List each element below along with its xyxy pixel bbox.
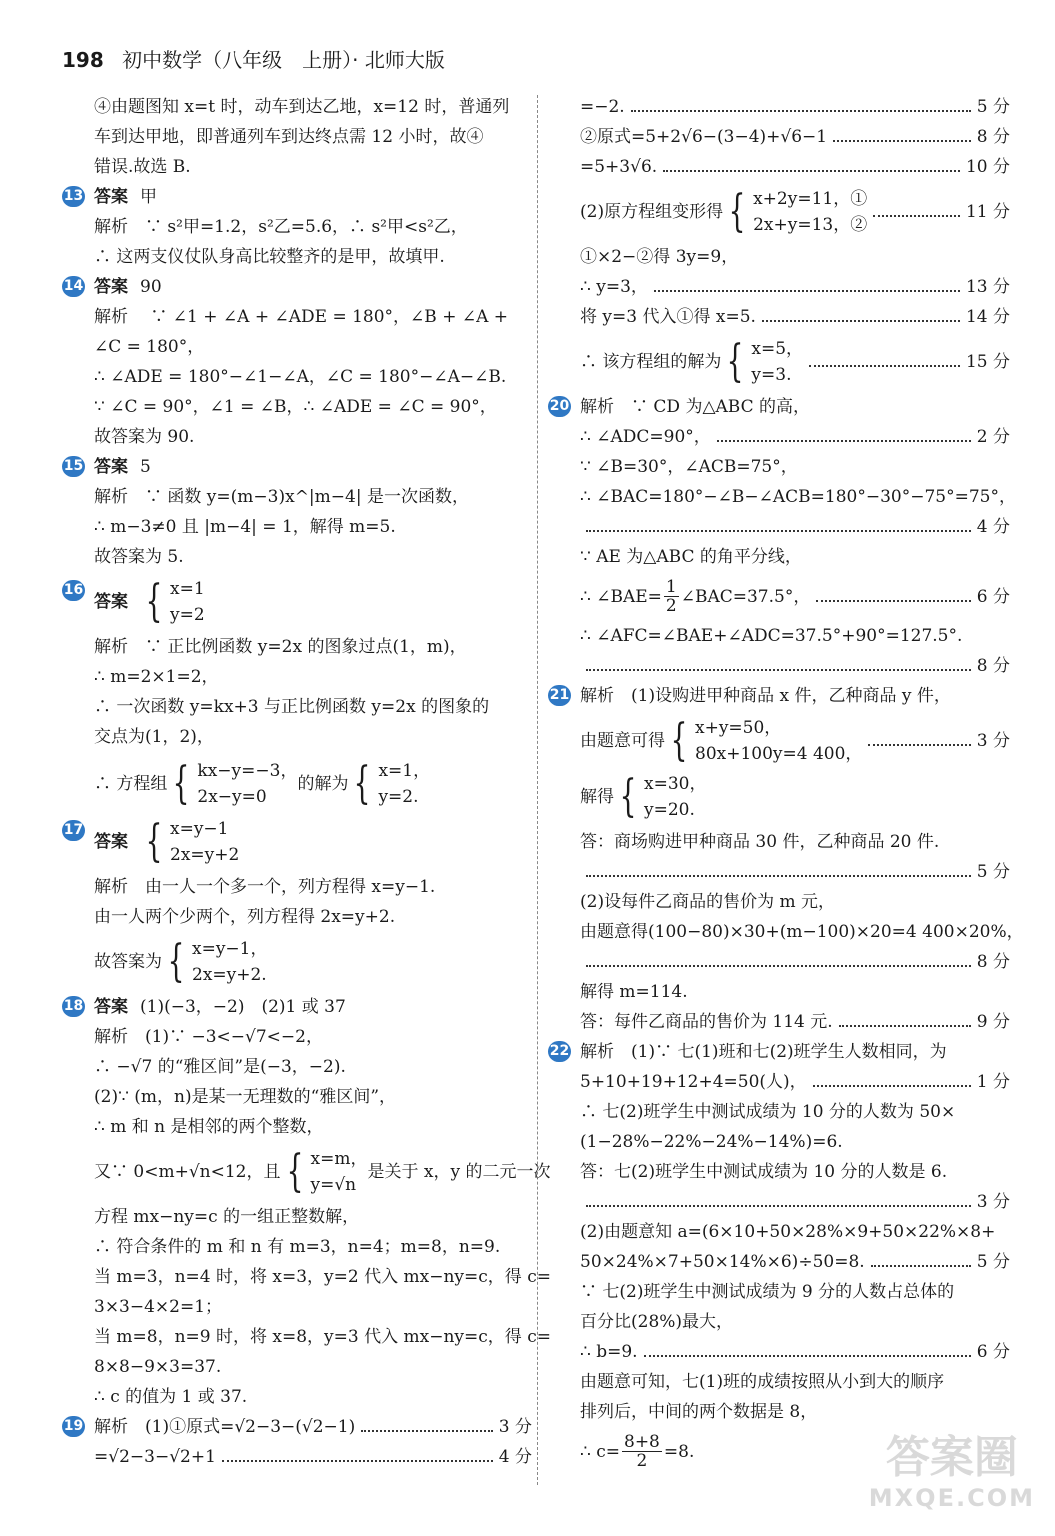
text: 又∵ 0<m+√n<12，且	[94, 1162, 281, 1182]
step-text: 5+10+19+12+4=50(人)，	[580, 1072, 807, 1092]
final-line	[94, 758, 532, 810]
answer-value: 甲	[140, 187, 157, 207]
explanation-line: 故答案为 5.	[94, 547, 184, 567]
system-line: 2x=y+2.	[192, 965, 267, 985]
system-lines	[197, 758, 297, 810]
equation-system	[348, 758, 430, 810]
explanation-line: (2)∵ (m，n)是某一无理数的“雅区间”，	[94, 1087, 397, 1107]
dot-leader	[839, 1025, 971, 1027]
score-points: 9 分	[976, 1012, 1010, 1032]
score-points: 6 分	[976, 1342, 1010, 1362]
answer-value: 5	[140, 457, 151, 477]
system-lines	[378, 758, 430, 810]
score-points: 8 分	[976, 952, 1010, 972]
system-line: x=5，	[751, 339, 804, 359]
explanation-line: 由一人两个少两个，列方程得 2x=y+2.	[94, 907, 396, 927]
numerator: 1	[665, 577, 677, 597]
score-points: 3 分	[976, 731, 1010, 751]
text: 的解为	[297, 774, 349, 794]
explanation-line: 8×8−9×3=37.	[94, 1357, 222, 1377]
system-line: kx−y=−3，	[197, 761, 298, 781]
explanation-line: ∴ 这两支仪仗队身高比较整齐的是甲，故填甲.	[94, 247, 445, 267]
explanation-line: ∴ c 的值为 1 或 37.	[94, 1387, 248, 1407]
question-number-badge: 16	[62, 580, 85, 601]
explanation-line: 解析 ∵ 正比例函数 y=2x 的图象过点(1，m)，	[94, 637, 467, 657]
solution-step	[580, 1247, 1010, 1277]
solution-step	[580, 947, 1010, 977]
system-line: x+2y=11，①	[753, 189, 868, 209]
equation-system	[162, 936, 268, 988]
answer-line	[94, 992, 532, 1022]
equation-system	[721, 336, 803, 388]
step-text: =√2−3−√2+1	[94, 1447, 216, 1467]
system-line: x=y−1	[170, 819, 229, 839]
system-lines	[695, 715, 862, 767]
system-lines	[311, 1146, 368, 1198]
score-points: 4 分	[498, 1447, 532, 1467]
explanation-line: 解析 由一人一个多一个，列方程得 x=y−1.	[94, 877, 436, 897]
q19-block	[63, 1412, 532, 1472]
step-text: 排列后，中间的两个数据是 8，	[580, 1402, 818, 1422]
answer-line	[94, 182, 532, 212]
step-text: =−2.	[580, 97, 625, 117]
solution-step	[580, 1007, 1010, 1037]
system-step	[580, 771, 1010, 823]
dot-leader	[809, 365, 960, 367]
brace-symbol: {	[728, 186, 746, 237]
solution-step	[580, 1367, 1010, 1397]
q21-block	[549, 681, 1024, 1037]
solution-step	[580, 1397, 1010, 1427]
step-text: 解析 (1)∵ 七(1)班和七(2)班学生人数相同，为	[580, 1042, 947, 1062]
step-text: 50×24%×7+50×14%×6)÷50=8.	[580, 1252, 865, 1272]
page-header	[62, 44, 445, 73]
text: 由题意可得	[580, 731, 665, 751]
equation-system	[140, 816, 239, 868]
brace-symbol: {	[286, 1146, 303, 1197]
equation-system	[140, 576, 205, 628]
score-points: 4 分	[976, 517, 1010, 537]
answer-line	[94, 576, 532, 628]
explanation-line: 3×3−4×2=1；	[94, 1297, 223, 1317]
explanation-line: ∴ ∠ADE = 180°−∠1−∠A，∠C = 180°−∠A−∠B.	[94, 367, 507, 387]
brace-symbol: {	[173, 758, 190, 809]
text: 解得	[580, 787, 614, 807]
solution-step	[580, 272, 1010, 302]
step-text: ∵ AE 为△ABC 的角平分线，	[580, 547, 802, 567]
score-points: 5 分	[976, 1252, 1010, 1272]
solution-step	[580, 302, 1010, 332]
solution-step	[580, 827, 1010, 857]
step-text: 将 y=3 代入①得 x=5.	[580, 307, 756, 327]
question-number-badge: 20	[548, 396, 571, 417]
system-line: x=1	[170, 579, 205, 599]
step-text: ∵ 七(2)班学生中测试成绩为 9 分的人数占总体的	[580, 1282, 955, 1302]
text: ∴ ∠BAE=	[580, 586, 662, 607]
system-lines	[192, 936, 268, 988]
solution-step	[580, 1157, 1010, 1187]
dot-leader	[586, 669, 971, 671]
denominator: 2	[636, 1451, 648, 1471]
system-line: x=1，	[378, 761, 431, 781]
dot-leader	[762, 320, 960, 322]
solution-step	[580, 1337, 1010, 1367]
solution-step	[580, 512, 1010, 542]
dot-leader	[833, 140, 971, 142]
step-text: ∴ b=9.	[580, 1342, 638, 1362]
question-number-badge: 22	[548, 1041, 571, 1062]
q16-block	[63, 576, 532, 810]
dot-leader	[586, 1205, 971, 1207]
brace-symbol: {	[727, 336, 744, 387]
step-text: 答：每件乙商品的售价为 114 元.	[580, 1012, 833, 1032]
system-line: x=30，	[644, 774, 707, 794]
system-line: 2x−y=0	[197, 787, 267, 807]
solution-step	[580, 1037, 1010, 1067]
explanation-line: 解析 ∵ CD 为△ABC 的高，	[580, 397, 811, 417]
watermark-logo: 答案圈 MXQE.COM	[868, 1432, 1035, 1512]
system-line: y=2	[170, 605, 205, 625]
score-points: 11 分	[965, 202, 1010, 222]
score-points: 8 分	[976, 656, 1010, 676]
answer-line	[94, 452, 532, 482]
book-title: 初中数学（八年级 上册）· 北师大版	[122, 48, 445, 72]
equation-system	[614, 771, 706, 823]
q18-block	[63, 992, 551, 1412]
brace-symbol: {	[145, 816, 163, 867]
explanation-line: 解得 m=114.	[580, 982, 688, 1002]
brace-symbol: {	[167, 936, 185, 987]
explanation-line: 解析 ∵ s²甲=1.2，s²乙=5.6，∴ s²甲<s²乙，	[94, 217, 468, 237]
solution-step	[580, 1277, 1010, 1307]
system-step	[580, 715, 1010, 767]
score-points: 6 分	[976, 586, 1010, 607]
system-lines	[753, 186, 867, 238]
explanation-line: 由题意得(100−80)×30+(m−100)×20=4 400×20%，	[580, 922, 1024, 942]
dot-leader	[816, 600, 970, 602]
text: ∴ c=	[580, 1441, 620, 1462]
explanation-line: ∴ −√7 的“雅区间”是(−3，−2).	[94, 1057, 346, 1077]
brace-symbol: {	[354, 758, 371, 809]
solution-step	[580, 482, 1016, 512]
answer-label: 答案	[94, 457, 128, 477]
q14-block	[63, 272, 532, 452]
equation-system	[665, 715, 862, 767]
equation-system	[723, 186, 867, 238]
explanation-line: 解析 (1)设购进甲种商品 x 件，乙种商品 y 件，	[580, 686, 951, 706]
step-text: =5+3√6.	[580, 157, 658, 177]
explanation-line: 当 m=3，n=4 时，将 x=3，y=2 代入 mx−ny=c，得 c=	[94, 1267, 551, 1287]
explanation-line: ∴ m 和 n 是相邻的两个整数，	[94, 1117, 324, 1137]
fraction	[664, 578, 679, 615]
condition-line	[94, 1146, 551, 1198]
question-number-badge: 17	[62, 820, 85, 841]
solution-step	[580, 422, 1010, 452]
explanation-line: 故答案为 90.	[94, 427, 195, 447]
solution-step	[580, 1307, 1010, 1337]
step-text: 由题意可知，七(1)班的成绩按照从小到大的顺序	[580, 1372, 945, 1392]
system-step	[580, 336, 1010, 388]
score-points: 10 分	[965, 157, 1010, 177]
dot-leader	[644, 1355, 971, 1357]
explanation-line: ∵ ∠C = 90°，∠1 = ∠B，∴ ∠ADE = ∠C = 90°，	[94, 397, 497, 417]
text: (2)原方程组变形得	[580, 202, 724, 222]
solution-step	[580, 1187, 1010, 1217]
text: 故答案为	[94, 952, 162, 972]
step-text: ∴ 七(2)班学生中测试成绩为 10 分的人数为 50×	[580, 1102, 956, 1122]
step-text: ②原式=5+2√6−(3−4)+√6−1	[580, 127, 828, 147]
text: 是关于 x，y 的二元一次	[367, 1162, 551, 1182]
dot-leader	[586, 530, 971, 532]
answer-label: 答案	[94, 187, 128, 207]
answer-label: 答案	[94, 277, 128, 297]
left-column	[63, 92, 551, 1472]
system-lines	[751, 336, 803, 388]
score-points: 5 分	[976, 97, 1010, 117]
q17-block	[63, 816, 532, 988]
step-text: ∴ y=3，	[580, 277, 648, 297]
solution-step	[580, 122, 1010, 152]
score-points: 3 分	[498, 1417, 532, 1437]
explanation-line: 解析 (1)∵ −3<−√7<−2，	[94, 1027, 323, 1047]
system-line: 2x=y+2	[170, 845, 240, 865]
solution-step	[580, 621, 1010, 651]
system-line: y=2.	[378, 787, 419, 807]
system-line: 2x+y=13，②	[753, 215, 868, 235]
solution-step	[580, 1067, 1010, 1097]
explanation-line: 当 m=8，n=9 时，将 x=8，y=3 代入 mx−ny=c，得 c=	[94, 1327, 551, 1347]
system-line: y=20.	[644, 800, 695, 820]
answer-line	[94, 272, 532, 302]
solution-step	[580, 152, 1010, 182]
answer-label: 答案	[94, 592, 128, 612]
solution-step	[94, 1442, 532, 1472]
explanation-line: 方程 mx−ny=c 的一组正整数解，	[94, 1207, 360, 1227]
system-lines	[170, 576, 205, 628]
question-number-badge: 15	[62, 456, 85, 477]
equation-system	[281, 1146, 368, 1198]
solution-step	[580, 242, 1010, 272]
q22-block	[549, 1037, 1010, 1471]
q20-block	[549, 392, 1016, 681]
explanation-line: 解析 ∵ ∠1 + ∠A + ∠ADE = 180°，∠B + ∠A +	[94, 307, 509, 327]
explanation-line: ∴ m−3≠0 且 |m−4| = 1，解得 m=5.	[94, 517, 396, 537]
dot-leader	[868, 744, 970, 746]
answer-value: (1)(−3，−2) (2)1 或 37	[140, 997, 346, 1017]
system-line: x=m，	[310, 1149, 368, 1169]
explanation-line: ∴ 符合条件的 m 和 n 有 m=3，n=4；m=8，n=9.	[94, 1237, 501, 1257]
step-text: ∵ ∠B=30°，∠ACB=75°，	[580, 457, 798, 477]
dot-leader	[654, 290, 960, 292]
dot-leader	[361, 1430, 493, 1432]
dot-leader	[586, 875, 971, 877]
question-number-badge: 19	[62, 1416, 85, 1437]
system-step	[580, 186, 1010, 238]
q15-block	[63, 452, 532, 572]
step-text: 百分比(28%)最大，	[580, 1312, 734, 1332]
explanation-line: ∠C = 180°，	[94, 337, 205, 357]
dot-leader	[586, 965, 971, 967]
text: ∴ 该方程组的解为	[580, 352, 722, 372]
final-line	[94, 936, 532, 988]
solution-step	[580, 542, 1010, 572]
system-line: y=√n	[310, 1175, 357, 1195]
solution-step	[580, 1097, 1010, 1127]
brace-symbol: {	[670, 715, 688, 766]
system-line: x=y−1，	[192, 939, 268, 959]
step-text: ∴ ∠ADC=90°，	[580, 427, 711, 447]
dot-leader	[631, 110, 971, 112]
score-points: 3 分	[976, 1192, 1010, 1212]
solution-step	[94, 1412, 532, 1442]
q12-explanation-line: 车到达甲地，即普通列车到达终点需 12 小时，故④	[94, 127, 484, 147]
score-points: 13 分	[965, 277, 1010, 297]
step-text: 答：商场购进甲种商品 30 件，乙种商品 20 件.	[580, 832, 940, 852]
question-number-badge: 18	[62, 996, 85, 1017]
denominator: 2	[665, 596, 677, 616]
explanation-line: 交点为(1，2)，	[94, 727, 214, 747]
step-text: ∴ ∠AFC=∠BAE+∠ADC=37.5°+90°=127.5°.	[580, 626, 963, 646]
score-points: 15 分	[965, 352, 1010, 372]
step-text: (1−28%−22%−24%−14%)=6.	[580, 1132, 843, 1152]
dot-leader	[873, 215, 960, 217]
step-text: (2)由题意知 a=(6×10+50×28%×9+50×22%×8+	[580, 1222, 996, 1242]
answer-value: 90	[140, 277, 162, 297]
answer-line	[94, 816, 532, 868]
q12-explanation-line: ④由题图知 x=t 时，动车到达乙地，x=12 时，普通列	[94, 97, 510, 117]
step-text: ∴ ∠BAC=180°−∠B−∠ACB=180°−30°−75°=75°，	[580, 487, 1016, 507]
answer-label: 答案	[94, 997, 128, 1017]
equation-system	[167, 758, 297, 810]
solution-step	[580, 452, 1010, 482]
brace-symbol: {	[145, 576, 163, 627]
explanation-line: 解析 ∵ 函数 y=(m−3)x^|m−4| 是一次函数，	[94, 487, 469, 507]
step-text: 解析 (1)①原式=√2−3−(√2−1)	[94, 1417, 356, 1437]
explanation-line: ∴ 一次函数 y=kx+3 与正比例函数 y=2x 的图象的	[94, 697, 490, 717]
score-points: 14 分	[965, 307, 1010, 327]
question-number-badge: 21	[548, 685, 571, 706]
dot-leader	[222, 1460, 493, 1462]
q13-block	[63, 182, 532, 272]
q12-explanation-line: 错误.故选 B.	[94, 157, 191, 177]
explanation-line: (2)设每件乙商品的售价为 m 元，	[580, 892, 836, 912]
step-text: ①×2−②得 3y=9，	[580, 247, 739, 267]
system-lines	[170, 816, 239, 868]
numerator: 8+8	[624, 1432, 660, 1452]
solution-step	[580, 651, 1010, 681]
score-points: 5 分	[976, 862, 1010, 882]
dot-leader	[813, 1085, 971, 1087]
fraction-step	[580, 578, 1010, 615]
answer-label: 答案	[94, 832, 128, 852]
solution-step	[580, 92, 1010, 122]
system-line: 80x+100y=4 400，	[695, 744, 863, 764]
dot-leader	[871, 1265, 971, 1267]
text: =8.	[663, 1441, 695, 1462]
dot-leader	[717, 440, 971, 442]
system-line: y=3.	[751, 365, 792, 385]
fraction	[622, 1433, 662, 1470]
score-points: 2 分	[976, 427, 1010, 447]
page-number: 198	[62, 48, 104, 72]
score-points: 8 分	[976, 127, 1010, 147]
text: ∠BAC=37.5°，	[680, 586, 811, 607]
question-number-badge: 14	[62, 276, 85, 297]
solution-step	[580, 1217, 1010, 1247]
score-points: 1 分	[976, 1072, 1010, 1092]
system-lines	[644, 771, 706, 823]
system-line: x+y=50，	[695, 718, 782, 738]
text: ∴ 方程组	[94, 774, 168, 794]
dot-leader	[663, 170, 960, 172]
step-text: 答：七(2)班学生中测试成绩为 10 分的人数是 6.	[580, 1162, 948, 1182]
question-number-badge: 13	[62, 186, 85, 207]
explanation-line: ∴ m=2×1=2，	[94, 667, 219, 687]
solution-step	[580, 1127, 1010, 1157]
solution-step	[580, 857, 1010, 887]
brace-symbol: {	[619, 771, 637, 822]
